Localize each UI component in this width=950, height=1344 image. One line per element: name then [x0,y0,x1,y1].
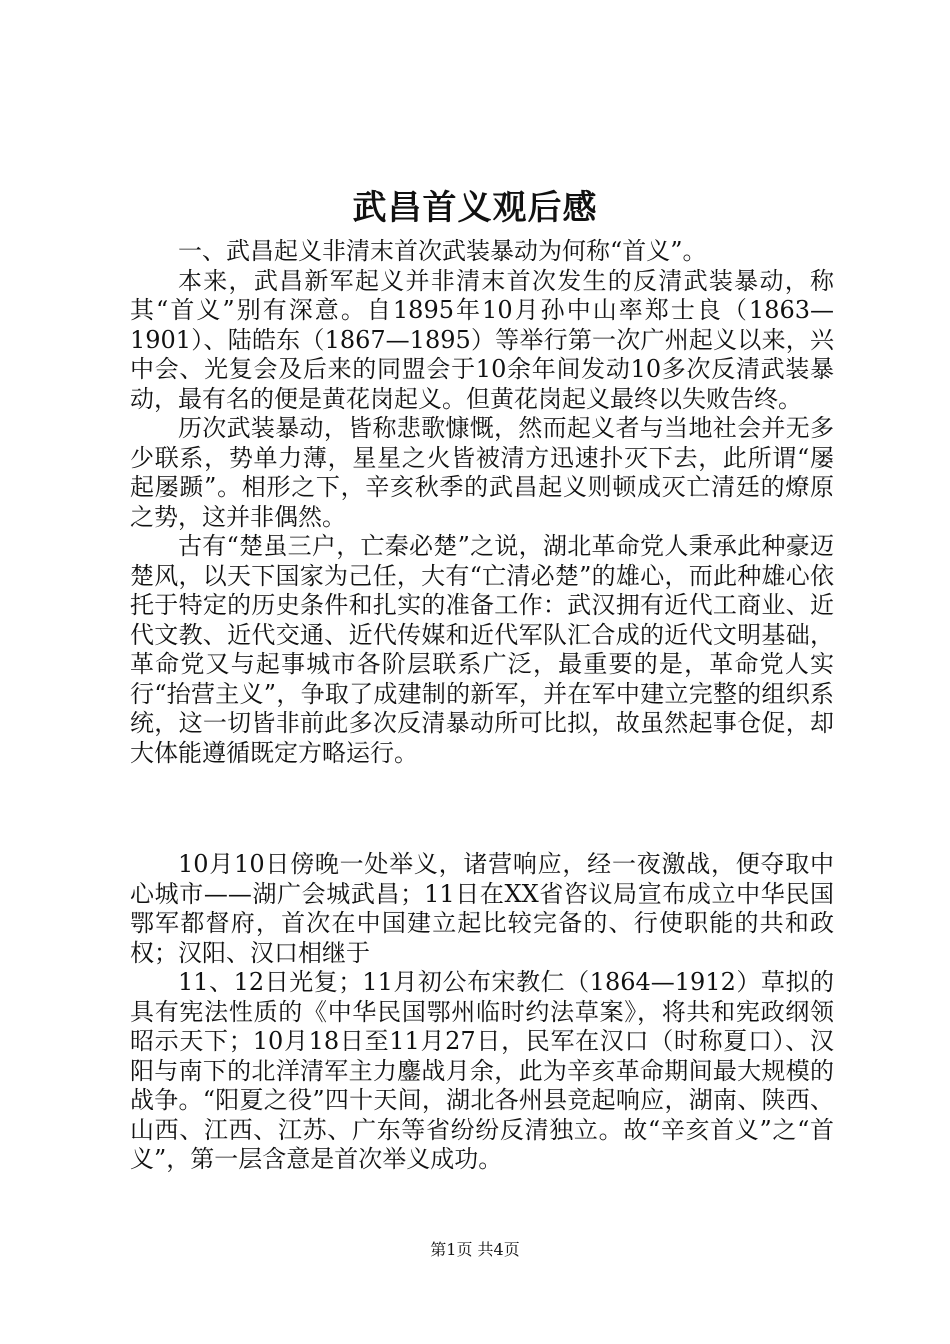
document-title: 武昌首义观后感 [352,188,598,228]
body-section-b [130,850,834,1175]
page-footer: 第1页 共4页 [430,1240,520,1259]
body-section-a [130,237,834,768]
paragraph: 本来，武昌新军起义并非清末首次发生的反清武装暴动，称其“首义”别有深意。自1895年10月孙中山率郑士良（1863—1901）、陆皓东（1867—1895）等举行第一次广州起义以来，兴中会、光复会及后来的同盟会于10余年间发动10多次反清武装暴动，最有名的便是黄花岗起义。但黄花岗起义最终以失败告终。 [130,266,834,413]
paragraph: 历次武装暴动，皆称悲歌慷慨，然而起义者与当地社会并无多少联系，势单力薄，星星之火皆被清方迅速扑灭下去，此所谓“屡起屡踬”。相形之下，辛亥秋季的武昌起义则顿成灭亡清廷的燎原之势，这并非偶然。 [130,414,834,531]
paragraph: 古有“楚虽三户，亡秦必楚”之说，湖北革命党人秉承此种豪迈楚风，以天下国家为己任，大有“亡清必楚”的雄心，而此种雄心依托于特定的历史条件和扎实的准备工作：武汉拥有近代工商业、近代文教、近代交通、近代传媒和近代军队汇合成的近代文明基础，革命党又与起事城市各阶层联系广泛，最重要的是，革命党人实行“抬营主义”，争取了成建制的新军，并在军中建立完整的组织系统，这一切皆非前此多次反清暴动所可比拟，故虽然起事仓促，却大体能遵循既定方略运行。 [130,532,834,767]
paragraph: 一、武昌起义非清末首次武装暴动为何称“首义”。 [178,237,707,265]
paragraph: 10月10日傍晚一处举义，诸营响应，经一夜激战，便夺取中心城市——湖广会城武昌；11日在XX省咨议局宣布成立中华民国鄂军都督府，首次在中国建立起比较完备的、行使职能的共和政权；汉阳、汉口相继于 [130,850,834,967]
paragraph: 11、12日光复；11月初公布宋教仁（1864—1912）草拟的具有宪法性质的《中华民国鄂州临时约法草案》，将共和宪政纲领昭示天下；10月18日至11月27日，民军在汉口（时称夏口）、汉阳与南下的北洋清军主力鏖战月余，此为辛亥革命期间最大规模的战争。“阳夏之役”四十天间，湖北各州县竞起响应，湖南、陕西、山西、江西、江苏、广东等省纷纷反清独立。故“辛亥首义”之“首义”，第一层含意是首次举义成功。 [130,968,834,1173]
